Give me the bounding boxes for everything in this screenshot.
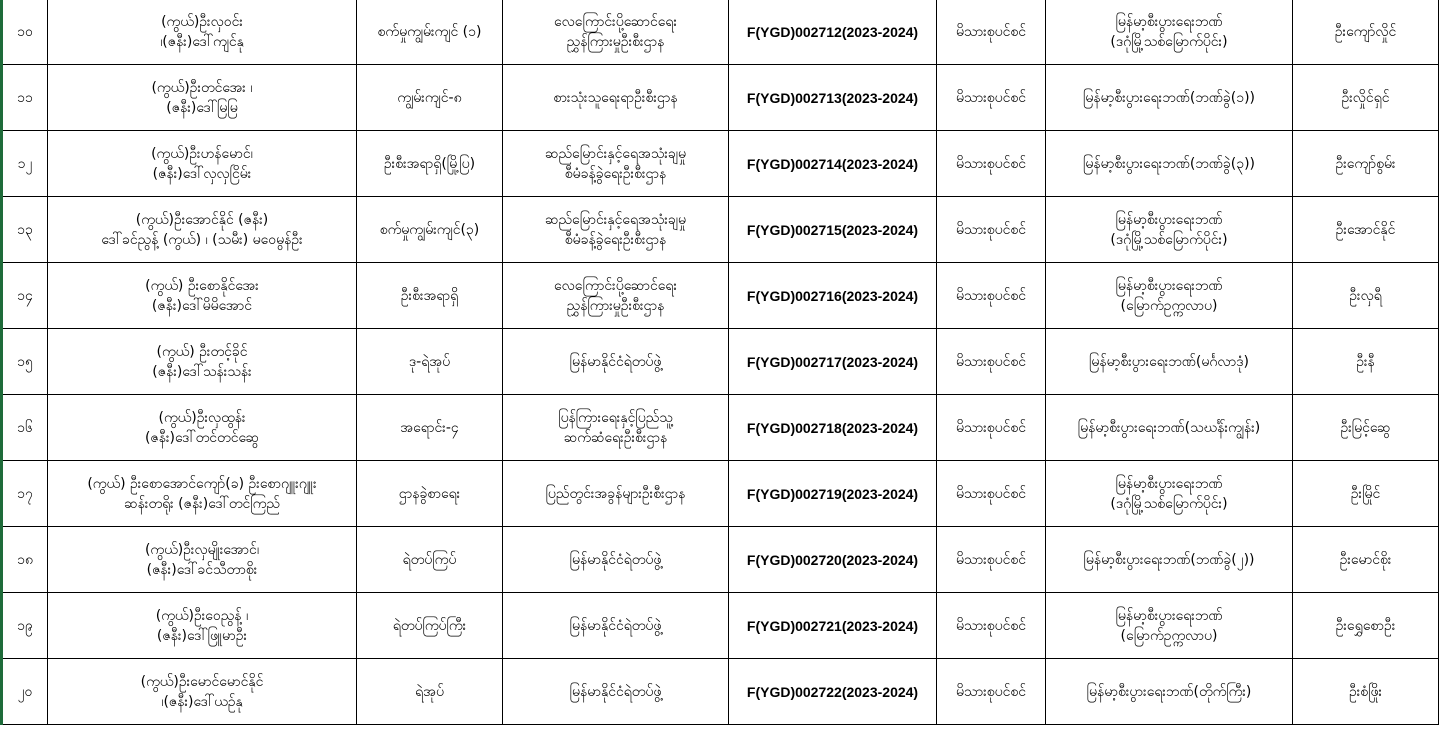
card-number-cell[interactable]: F(YGD)002716(2023-2024) bbox=[729, 263, 937, 329]
table-row bbox=[2, 593, 1439, 659]
cell-text-line: (ကွယ်) ဦးတင့်ခိုင် bbox=[156, 343, 248, 360]
cell-text-line: လေကြောင်းပို့ဆောင်ရေး bbox=[553, 13, 678, 30]
cell-text-line: မြန်မာ့စီးပွားရေးဘဏ် bbox=[1115, 277, 1223, 294]
department-cell[interactable] bbox=[503, 395, 729, 461]
cell-text-line: (ကွယ်) ဦးစောအောင်ကျော်(ခ) ဦးစောဂျူးဂျူး bbox=[87, 475, 317, 492]
recipient-cell[interactable]: ဦးကျော်စွမ်း bbox=[1293, 131, 1439, 197]
recipient-cell[interactable]: ဦးမောင်စိုး bbox=[1293, 527, 1439, 593]
cell-text-line: ဒေါ်ခင်ညွန့် (ကွယ်) ၊ (သမီး) မဝေမွန်ဦး bbox=[101, 231, 303, 248]
pension-type-cell[interactable]: မိသားစုပင်စင် bbox=[937, 131, 1046, 197]
bank-cell[interactable] bbox=[1046, 263, 1293, 329]
cell-text-line: (ဇနီး)ဒေါ်သန်းသန်း bbox=[152, 363, 252, 380]
cell-text-line: ဆည်မြောင်းနှင့်ရေအသုံးချမှု bbox=[544, 145, 687, 162]
cell-text-line: ၊(ဇနီး)ဒေါ်ကျင်နု bbox=[160, 33, 244, 50]
cell-text-line: မြန်မာ့စီးပွားရေးဘဏ်(မင်္ဂလာဒုံ) bbox=[1089, 353, 1249, 370]
card-number-cell[interactable]: F(YGD)002715(2023-2024) bbox=[729, 197, 937, 263]
department-cell[interactable] bbox=[503, 197, 729, 263]
recipient-cell[interactable]: ဦးရွှေစောဦး bbox=[1293, 593, 1439, 659]
occupation-cell[interactable]: စက်မှုကျွမ်းကျင်(၃) bbox=[357, 197, 503, 263]
card-number-cell[interactable]: F(YGD)002717(2023-2024) bbox=[729, 329, 937, 395]
cell-text-line: (ကွယ်)ဦးလှထွန်း bbox=[158, 409, 246, 426]
cell-text-line: မြန်မာနိုင်ငံရဲတပ်ဖွဲ့ bbox=[569, 551, 662, 568]
table-row bbox=[2, 329, 1439, 395]
cell-text-line: (မြောက်ဥက္ကလာပ) bbox=[1120, 297, 1218, 314]
row-number-cell[interactable]: ၁၉ bbox=[2, 593, 48, 659]
department-cell[interactable] bbox=[503, 0, 729, 65]
cell-text-line: (ဒဂုံမြို့သစ်မြောက်ပိုင်း) bbox=[1110, 33, 1228, 50]
bank-cell[interactable] bbox=[1046, 0, 1293, 65]
pension-type-cell[interactable]: မိသားစုပင်စင် bbox=[937, 593, 1046, 659]
recipient-cell[interactable]: ဦးနီ bbox=[1293, 329, 1439, 395]
name-cell[interactable] bbox=[48, 65, 357, 131]
cell-text-line: မြန်မာ့စီးပွားရေးဘဏ် bbox=[1115, 475, 1223, 492]
name-cell[interactable] bbox=[48, 461, 357, 527]
cell-text-line: လေကြောင်းပို့ဆောင်ရေး bbox=[553, 277, 678, 294]
cell-text-line: (ဇနီး)ဒေါ်တင်တင်ဆွေ bbox=[144, 429, 260, 446]
table-row bbox=[2, 527, 1439, 593]
recipient-cell[interactable]: ဦးလှိုင်ရှင် bbox=[1293, 65, 1439, 131]
cell-text-line: (ကွယ်)ဦးဝေညွန့် ၊ bbox=[155, 607, 249, 624]
name-cell[interactable] bbox=[48, 593, 357, 659]
cell-text-line: မြန်မာ့စီးပွားရေးဘဏ်(တိုက်ကြီး) bbox=[1086, 683, 1252, 700]
recipient-cell[interactable]: ဦးအောင်နိုင် bbox=[1293, 197, 1439, 263]
occupation-cell[interactable]: ဒု-ရဲအုပ် bbox=[357, 329, 503, 395]
row-number-cell[interactable]: ၁၃ bbox=[2, 197, 48, 263]
row-number-cell[interactable]: ၁၁ bbox=[2, 65, 48, 131]
occupation-cell[interactable]: ရဲအုပ် bbox=[357, 659, 503, 725]
cell-text-line: ညွှန်ကြားမှုဦးစီးဌာန bbox=[566, 33, 665, 50]
table-row bbox=[2, 0, 1439, 65]
cell-text-line: ညွှန်ကြားမှုဦးစီးဌာန bbox=[566, 297, 665, 314]
bank-cell[interactable] bbox=[1046, 659, 1293, 725]
card-number-cell[interactable]: F(YGD)002713(2023-2024) bbox=[729, 65, 937, 131]
cell-text-line: မြန်မာ့စီးပွားရေးဘဏ်(ဘဏ်ခွဲ(၁)) bbox=[1082, 89, 1256, 106]
row-number-cell[interactable]: ၁၀ bbox=[2, 0, 48, 65]
cell-text-line: ပြည်တွင်းအခွန်များဦးစီးဌာန bbox=[545, 485, 686, 502]
cell-text-line: (မြောက်ဥက္ကလာပ) bbox=[1120, 627, 1218, 644]
department-cell[interactable] bbox=[503, 593, 729, 659]
department-cell[interactable] bbox=[503, 329, 729, 395]
occupation-cell[interactable]: ရဲတပ်ကြပ်ကြီး bbox=[357, 593, 503, 659]
card-number-cell[interactable]: F(YGD)002712(2023-2024) bbox=[729, 0, 937, 65]
card-number-cell[interactable]: F(YGD)002720(2023-2024) bbox=[729, 527, 937, 593]
cell-text-line: မြန်မာနိုင်ငံရဲတပ်ဖွဲ့ bbox=[569, 617, 662, 634]
bank-cell[interactable] bbox=[1046, 395, 1293, 461]
pension-type-cell[interactable]: မိသားစုပင်စင် bbox=[937, 659, 1046, 725]
table-row bbox=[2, 395, 1439, 461]
cell-text-line: ပြန်ကြားရေးနှင့်ပြည်သူ့ bbox=[558, 409, 673, 426]
bank-cell[interactable] bbox=[1046, 197, 1293, 263]
table-body bbox=[2, 0, 1439, 725]
department-cell[interactable] bbox=[503, 461, 729, 527]
cell-text-line: ဆည်မြောင်းနှင့်ရေအသုံးချမှု bbox=[544, 211, 687, 228]
cell-text-line: ၊(ဇနီး)ဒေါ်ယဉ်နု bbox=[161, 693, 243, 710]
cell-text-line: မြန်မာနိုင်ငံရဲတပ်ဖွဲ့ bbox=[569, 353, 662, 370]
department-cell[interactable] bbox=[503, 263, 729, 329]
cell-text-line: မြန်မာ့စီးပွားရေးဘဏ် bbox=[1115, 13, 1223, 30]
cell-text-line: (ဇနီး)ဒေါ်မိမိအောင် bbox=[151, 297, 253, 314]
recipient-cell[interactable]: ဦးကျော်လှိုင် bbox=[1293, 0, 1439, 65]
occupation-cell[interactable]: အရောင်း-၄ bbox=[357, 395, 503, 461]
cell-text-line: (ဒဂုံမြို့သစ်မြောက်ပိုင်း) bbox=[1110, 231, 1228, 248]
name-cell[interactable] bbox=[48, 527, 357, 593]
cell-text-line: စားသုံးသူရေးရာဦးစီးဌာန bbox=[553, 89, 678, 106]
bank-cell[interactable] bbox=[1046, 593, 1293, 659]
row-number-cell[interactable]: ၁၇ bbox=[2, 461, 48, 527]
bank-cell[interactable] bbox=[1046, 131, 1293, 197]
cell-text-line: (ကွယ်)ဦးလှမျိုးအောင်၊ bbox=[144, 541, 260, 558]
bank-cell[interactable] bbox=[1046, 65, 1293, 131]
occupation-cell[interactable]: စက်မှုကျွမ်းကျင် (၁) bbox=[357, 0, 503, 65]
recipient-cell[interactable]: ဦးစံဖြိုး bbox=[1293, 659, 1439, 725]
table-row bbox=[2, 197, 1439, 263]
row-number-cell[interactable]: ၁၄ bbox=[2, 263, 48, 329]
cell-text-line: (ဇနီး)ဒေါ်မြမြ bbox=[166, 99, 238, 116]
cell-text-line: မြန်မာ့စီးပွားရေးဘဏ်(ဘဏ်ခွဲ(၃)) bbox=[1082, 155, 1256, 172]
cell-text-line: ဆန်းတရိုး (ဇနီး)ဒေါ်တင်ကြည် bbox=[124, 495, 280, 512]
recipient-cell[interactable]: ဦးလှရီ bbox=[1293, 263, 1439, 329]
occupation-cell[interactable]: ဦးစီးအရာရှိ bbox=[357, 263, 503, 329]
pension-type-cell[interactable]: မိသားစုပင်စင် bbox=[937, 527, 1046, 593]
cell-text-line: (ဒဂုံမြို့သစ်မြောက်ပိုင်း) bbox=[1110, 495, 1228, 512]
bank-cell[interactable] bbox=[1046, 329, 1293, 395]
name-cell[interactable] bbox=[48, 131, 357, 197]
occupation-cell[interactable]: ဌာနခွဲစာရေး bbox=[357, 461, 503, 527]
name-cell[interactable] bbox=[48, 395, 357, 461]
row-number-cell[interactable]: ၁၂ bbox=[2, 131, 48, 197]
pension-type-cell[interactable]: မိသားစုပင်စင် bbox=[937, 263, 1046, 329]
table-row bbox=[2, 131, 1439, 197]
table-row bbox=[2, 263, 1439, 329]
cell-text-line: (ကွယ်) ဦးစောနိုင်အေး bbox=[145, 277, 259, 294]
cell-text-line: (ကွယ်)ဦးလှဝင်း bbox=[161, 13, 243, 30]
cell-text-line: မြန်မာနိုင်ငံရဲတပ်ဖွဲ့ bbox=[569, 683, 662, 700]
row-number-cell[interactable]: ၁၅ bbox=[2, 329, 48, 395]
table-row bbox=[2, 659, 1439, 725]
name-cell[interactable] bbox=[48, 329, 357, 395]
card-number-cell[interactable]: F(YGD)002718(2023-2024) bbox=[729, 395, 937, 461]
recipient-cell[interactable]: ဦးမြင့်ဆွေ bbox=[1293, 395, 1439, 461]
cell-text-line: (ကွယ်)ဦးတင်အေး ၊ bbox=[151, 79, 253, 96]
table-row bbox=[2, 461, 1439, 527]
name-cell[interactable] bbox=[48, 263, 357, 329]
cell-text-line: (ဇနီး)ဒေါ်ခင်သီတာစိုး bbox=[146, 561, 258, 578]
pension-type-cell[interactable]: မိသားစုပင်စင် bbox=[937, 461, 1046, 527]
pension-type-cell[interactable]: မိသားစုပင်စင် bbox=[937, 395, 1046, 461]
row-number-cell[interactable]: ၁၆ bbox=[2, 395, 48, 461]
cell-text-line: စီမံခန့်ခွဲရေးဦးစီးဌာန bbox=[564, 165, 667, 182]
pension-type-cell[interactable]: မိသားစုပင်စင် bbox=[937, 329, 1046, 395]
occupation-cell[interactable]: ရဲတပ်ကြပ် bbox=[357, 527, 503, 593]
recipient-cell[interactable]: ဦးမြိုင် bbox=[1293, 461, 1439, 527]
bank-cell[interactable] bbox=[1046, 527, 1293, 593]
cell-text-line: မြန်မာ့စီးပွားရေးဘဏ် bbox=[1115, 211, 1223, 228]
cell-text-line: စီမံခန့်ခွဲရေးဦးစီးဌာန bbox=[564, 231, 667, 248]
department-cell[interactable] bbox=[503, 65, 729, 131]
card-number-cell[interactable]: F(YGD)002722(2023-2024) bbox=[729, 659, 937, 725]
row-number-cell[interactable]: ၂၀ bbox=[2, 659, 48, 725]
card-number-cell[interactable]: F(YGD)002719(2023-2024) bbox=[729, 461, 937, 527]
department-cell[interactable] bbox=[503, 527, 729, 593]
occupation-cell[interactable]: ကျွမ်းကျင်-၈ bbox=[357, 65, 503, 131]
cell-text-line: ဆက်ဆံရေးဦးစီးဌာန bbox=[563, 429, 668, 446]
name-cell[interactable] bbox=[48, 659, 357, 725]
table-row bbox=[2, 65, 1439, 131]
pension-type-cell[interactable]: မိသားစုပင်စင် bbox=[937, 65, 1046, 131]
pension-type-cell[interactable]: မိသားစုပင်စင် bbox=[937, 0, 1046, 65]
cell-text-line: (ကွယ်)ဦးမောင်မောင်နိုင် bbox=[140, 673, 264, 690]
department-cell[interactable] bbox=[503, 659, 729, 725]
cell-text-line: မြန်မာ့စီးပွားရေးဘဏ်(သဃင်္န်းကျွန်း) bbox=[1077, 419, 1261, 436]
row-number-cell[interactable]: ၁၈ bbox=[2, 527, 48, 593]
department-cell[interactable] bbox=[503, 131, 729, 197]
cell-text-line: မြန်မာ့စီးပွားရေးဘဏ်(ဘဏ်ခွဲ(၂)) bbox=[1083, 551, 1255, 568]
cell-text-line: (ကွယ်)ဦးအောင်နိုင် (ဇနီး) bbox=[135, 211, 269, 228]
card-number-cell[interactable]: F(YGD)002714(2023-2024) bbox=[729, 131, 937, 197]
cell-text-line: (ကွယ်)ဦးဟန်မောင်၊ bbox=[151, 145, 253, 162]
pension-type-cell[interactable]: မိသားစုပင်စင် bbox=[937, 197, 1046, 263]
name-cell[interactable] bbox=[48, 0, 357, 65]
name-cell[interactable] bbox=[48, 197, 357, 263]
cell-text-line: (ဇနီး)ဒေါ်လှလှငြိမ်း bbox=[152, 165, 252, 182]
bank-cell[interactable] bbox=[1046, 461, 1293, 527]
card-number-cell[interactable]: F(YGD)002721(2023-2024) bbox=[729, 593, 937, 659]
occupation-cell[interactable]: ဦးစီးအရာရှိ(မြို့ပြ) bbox=[357, 131, 503, 197]
cell-text-line: (ဇနီး)ဒေါ်ဖြူမာဦး bbox=[156, 627, 248, 644]
cell-text-line: မြန်မာ့စီးပွားရေးဘဏ် bbox=[1115, 607, 1223, 624]
